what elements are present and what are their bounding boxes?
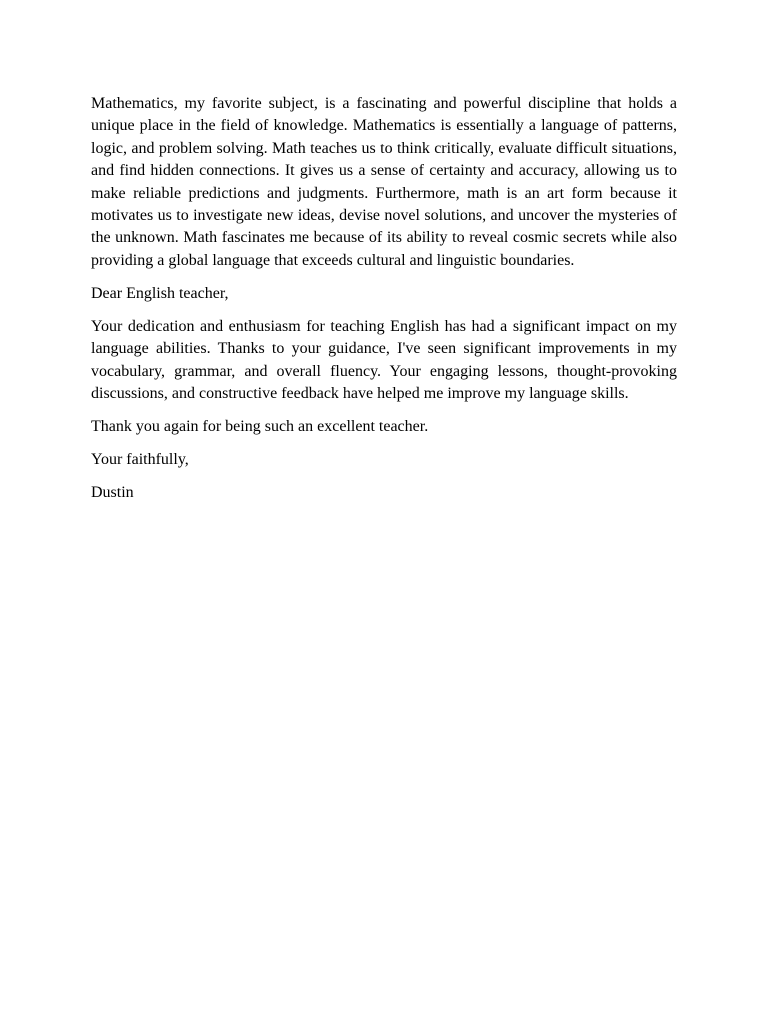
signature: Dustin — [91, 484, 134, 502]
thanks-line: Thank you again for being such an excellent teacher. — [91, 418, 429, 436]
closing-line: Your faithfully, — [91, 451, 189, 469]
salutation: Dear English teacher, — [91, 284, 229, 302]
document-body — [91, 93, 677, 515]
letter-body-paragraph: Your dedication and enthusiasm for teaching English has had a significant impact on my language abilities. Thanks to your guidance, I've seen significant improvements in my vocabulary, grammar, and overall fluency. Your engaging lessons, thought-provoking discussions, and constructive feedback have helped me improve my language skills. — [91, 317, 677, 403]
math-paragraph: Mathematics, my favorite subject, is a fascinating and powerful discipline that holds a unique place in the field of knowledge. Mathematics is essentially a language of patterns, logic, and problem solving. Math teaches us to think critically, evaluate difficult situations, and find hidden connections. It gives us a sense of certainty and accuracy, allowing us to make reliable predictions and judgments. Furthermore, math is an art form because it motivates us to investigate new ideas, devise novel solutions, and uncover the mysteries of the unknown. Math fascinates me because of its ability to reveal cosmic secrets while also providing a global language that exceeds cultural and linguistic boundaries. — [91, 95, 677, 269]
